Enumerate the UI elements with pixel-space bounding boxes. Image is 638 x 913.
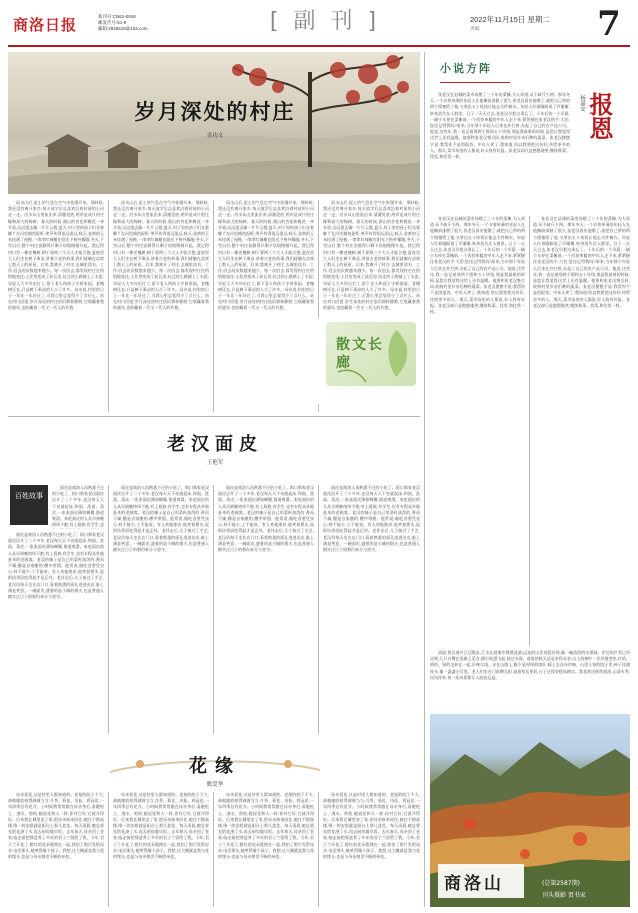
date-line: 2022年11月15日 星期二 — [470, 15, 550, 24]
article-title: 岁月深处的村庄 — [134, 100, 296, 124]
photo-credit: 刊头摄影 贾书家 — [542, 892, 586, 899]
masthead-info — [98, 14, 188, 32]
article-author: 王艳军 — [206, 460, 224, 466]
editor-line: 责编: — [470, 26, 481, 31]
column-divider — [213, 200, 214, 412]
article-body: 雨水山后,泥土的气息在空气中弥漫开来。那时候,我还没有离开家乡,每天放学后总喜欢沿着村前的小河走一走。河水从山里流出来,清澈见底,两岸是成片的庄稼和高大的杨树。春天的时候,满山的杏花和桃花一齐开放,远远望去像一片片云霞;夏天,村子里的孩子们光着脚丫在河里摸鱼捉虾,笑声传得很远很远;秋天,金黄的玉米挂满了屋檐,一串串红辣椒在阳光下格外耀眼;冬天,下雪以后,整个村庄安静得只剩下炊烟慢慢升起。我记得村口有一棵老槐树,树干要两三个大人才能合抱,夏夜里大人们坐在树下乘凉,讲着古老的故事,我们就躺在凉席上数天上的星星。后来,我离开了村庄,去城里读书、工作,回去的次数越来越少。每一次回去,都发现村庄在悄悄地变化:土坯房变成了砖瓦房,坑洼的土路铺上了水泥,年轻人大多外出打工,留下老人和孩子守着家园。老槐树还在,只是树下乘凉的人少了许多。母亲说,村里的日子一年比一年好过了,可我心里总觉得少了点什么。站在村口回望,岁月深处的村庄依旧那样静默,它收藏着我的童年,也收藏着一代又一代人的乡愁。 — [8, 200, 104, 311]
column-divider — [318, 485, 319, 734]
issue-number: (总第2587期) — [542, 880, 580, 887]
page-number: 7 — [597, 4, 621, 44]
prose-label-text: 散文长廊 — [336, 337, 384, 371]
column-badge: 百姓故事 — [10, 485, 48, 525]
article-body: 面皮是商洛人再熟悉不过的小吃了。街口那家老汉面皮店开了二十多年,老汉每天天不亮就起床,和面、洗面、蒸皮,一张张面皮薄如蝉翼,筋道爽滑。来吃面皮的人从早到晚络绎不绝,有上班族,有学生,也有专程从外地赶来的老顾客。老汉的辣子是自己用菜籽油泼的,香而不燥;醋是自家酿的,酸中带甜。他常说,做吃食要凭良心,料不能少,工不能省。有人劝他涨价,他笑着摇头,说街坊邻居吃得起才是正经。老伴走后,儿子接过了手艺,老汉仍每天坐在店门口,看着熟悉的面孔进进出出,脸上满是笑意。一碗面皮,盛着的是小城的烟火,也是普通人踏实过日子的那份本分与坚守。 — [8, 532, 104, 600]
page-divider — [424, 52, 425, 907]
article-body: 母亲爱花,这是村里人都知道的。老屋的院子不大,却被她收拾得满满当当,月季、菊花、凤仙、鸡冠花,一年四季总有花开。小时候我常常跟在母亲身后,看她松土、浇水、剪枝,她说花和人一样,你对它好,它就开得好。后来我在城里安了家,把母亲接来同住,她住不惯高楼,唯一的安慰就是阳台上那几盆花。每天清晨,她总要先给花浇了水,再去厨房做早饭。去年春天,母亲回了老家,临走前把那盆养了多年的君子兰留给了我。今年,君子兰开花了,橙红的花朵簇拥在一起,我拍了照片发给母亲,电话那头,她笑得像个孩子。我想,这大概就是我与花的缘分,也是与母亲割舍不断的牵挂。 — [218, 792, 314, 860]
landscape-photo — [430, 714, 630, 907]
column-divider — [529, 216, 530, 646]
prose-label — [326, 322, 416, 386]
article-body: 雨水山后,泥土的气息在空气中弥漫开来。那时候,我还没有离开家乡,每天放学后总喜欢沿着村前的小河走一走。河水从山里流出来,清澈见底,两岸是成片的庄稼和高大的杨树。春天的时候,满山的杏花和桃花一齐开放,远远望去像一片片云霞;夏天,村子里的孩子们光着脚丫在河里摸鱼捉虾,笑声传得很远很远;秋天,金黄的玉米挂满了屋檐,一串串红辣椒在阳光下格外耀眼;冬天,下雪以后,整个村庄安静得只剩下炊烟慢慢升起。我记得村口有一棵老槐树,树干要两三个大人才能合抱,夏夜里大人们坐在树下乘凉,讲着古老的故事,我们就躺在凉席上数天上的星星。后来,我离开了村庄,去城里读书、工作,回去的次数越来越少。每一次回去,都发现村庄在悄悄地变化:土坯房变成了砖瓦房,坑洼的土路铺上了水泥,年轻人大多外出打工,留下老人和孩子守着家园。老槐树还在,只是树下乘凉的人少了许多。母亲说,村里的日子一年比一年好过了,可我心里总觉得少了点什么。站在村口回望,岁月深处的村庄依旧那样静默,它收藏着我的童年,也收藏着一代又一代人的乡愁。 — [113, 200, 209, 311]
column-divider — [213, 485, 214, 734]
section-divider — [8, 416, 420, 417]
photo-caption-title: 商洛山 — [444, 874, 504, 894]
article-author: 默爱华 — [206, 782, 224, 788]
column-divider — [108, 485, 109, 734]
article-body: 张老汉在县城的菜市场摆了三十年的菜摊,为人厚道,从不缺斤少两。那年冬天,一个衣着单薄的年轻人在他摊前徘徊了很久,张老汉看出他饿了,就把自己带的两个馍塞给了他,又拿出五十块钱让他去买件棉衣。年轻人红着眼眶说了声谢谢,转身消失在人群里。日子一天天过去,张老汉早把这事忘了。十年后的一个早晨,一辆小车停在菜摊前,一个西装革履的中年人走下来,紧紧握住张老汉的手:大伯,您还记得我吗?原来,当年那个年轻人后来在外打拼,办起了自己的农产品公司。他说,这些年,我一直记着那两个馍和五十块钱,那是我最难的时候,是您让我觉得这世上还有温暖。他要和张老汉签合同,收购村里乡亲们种的蔬菜。张老汉摆摆手说:我帮你不是图报答。中年人笑了:我知道,所以我要把这份好,传给更多的人。那天,菜市场里的人都说,好人终有好报。张老汉却只是憨憨地笑,继续称菜、找零,和往常一样。 — [430, 216, 525, 315]
article-body: 雨水山后,泥土的气息在空气中弥漫开来。那时候,我还没有离开家乡,每天放学后总喜欢沿着村前的小河走一走。河水从山里流出来,清澈见底,两岸是成片的庄稼和高大的杨树。春天的时候,满山的杏花和桃花一齐开放,远远望去像一片片云霞;夏天,村子里的孩子们光着脚丫在河里摸鱼捉虾,笑声传得很远很远;秋天,金黄的玉米挂满了屋檐,一串串红辣椒在阳光下格外耀眼;冬天,下雪以后,整个村庄安静得只剩下炊烟慢慢升起。我记得村口有一棵老槐树,树干要两三个大人才能合抱,夏夜里大人们坐在树下乘凉,讲着古老的故事,我们就躺在凉席上数天上的星星。后来,我离开了村庄,去城里读书、工作,回去的次数越来越少。每一次回去,都发现村庄在悄悄地变化:土坯房变成了砖瓦房,坑洼的土路铺上了水泥,年轻人大多外出打工,留下老人和孩子守着家园。老槐树还在,只是树下乘凉的人少了许多。母亲说,村里的日子一年比一年好过了,可我心里总觉得少了点什么。站在村口回望,岁月深处的村庄依旧那样静默,它收藏着我的童年,也收藏着一代又一代人的乡愁。 — [323, 200, 420, 311]
article-body: 母亲爱花,这是村里人都知道的。老屋的院子不大,却被她收拾得满满当当,月季、菊花、凤仙、鸡冠花,一年四季总有花开。小时候我常常跟在母亲身后,看她松土、浇水、剪枝,她说花和人一样,你对它好,它就开得好。后来我在城里安了家,把母亲接来同住,她住不惯高楼,唯一的安慰就是阳台上那几盆花。每天清晨,她总要先给花浇了水,再去厨房做早饭。去年春天,母亲回了老家,临走前把那盆养了多年的君子兰留给了我。今年,君子兰开花了,橙红的花朵簇拥在一起,我拍了照片发给母亲,电话那头,她笑得像个孩子。我想,这大概就是我与花的缘分,也是与母亲割舍不断的牵挂。 — [113, 792, 209, 860]
article-body: 清晨,我沿着丹江边散步,江水在晨雾中缓缓流淌,远处的山峦若隐若现,像一幅淡淡的水墨画。岸边的芦苇已经泛黄,几只白鹭在浅滩上觅食,偶尔展翅飞起,掠过水面。商洛的秋天总是来得从容,山上的树叶一层层地变色,红的、黄的、绿的交织在一起,层林尽染。走在山路上,脚下是厚厚的落叶,踩上去沙沙作响。山里人家的院子里,柿子挂满枝头,像一盏盏小灯笼。老人们坐在门前晒太阳,说着家长里短,日子过得安稳而踏实。我喜欢这样的商洛,山清水秀,民风淳朴,每一处风景都让人流连忘返。 — [430, 650, 630, 680]
article-body: 张老汉在县城的菜市场摆了三十年的菜摊,为人厚道,从不缺斤少两。那年冬天,一个衣着单薄的年轻人在他摊前徘徊了很久,张老汉看出他饿了,就把自己带的两个馍塞给了他,又拿出五十块钱让他去买件棉衣。年轻人红着眼眶说了声谢谢,转身消失在人群里。日子一天天过去,张老汉早把这事忘了。十年后的一个早晨,一辆小车停在菜摊前,一个西装革履的中年人走下来,紧紧握住张老汉的手:大伯,您还记得我吗?原来,当年那个年轻人后来在外打拼,办起了自己的农产品公司。他说,这些年,我一直记着那两个馍和五十块钱,那是我最难的时候,是您让我觉得这世上还有温暖。他要和张老汉签合同,收购村里乡亲们种的蔬菜。张老汉摆摆手说:我帮你不是图报答。中年人笑了:我知道,所以我要把这份好,传给更多的人。那天,菜市场里的人都说,好人终有好报。张老汉却只是憨憨地笑,继续称菜、找零,和往常一样。 — [533, 216, 630, 308]
masthead — [0, 0, 638, 48]
article-title: 报恩 — [585, 92, 613, 140]
article-body: 面皮是商洛人再熟悉不过的小吃了。街口那家老汉面皮店开了二十多年,老汉每天天不亮就起床,和面、洗面、蒸皮,一张张面皮薄如蝉翼,筋道爽滑。来吃面皮的人从早到晚络绎不绝,有上班族,有学生,也有专程从外地赶来的老顾客。老汉的辣子是自己用菜籽油泼的,香而不燥;醋是自家酿的,酸中带甜。他常说,做吃食要凭良心,料不能少,工不能省。有人劝他涨价,他笑着摇头,说街坊邻居吃得起才是正经。老伴走后,儿子接过了手艺,老汉仍每天坐在店门口,看着熟悉的面孔进进出出,脸上满是笑意。一碗面皮,盛着的是小城的烟火,也是普通人踏实过日子的那份本分与坚守。 — [218, 485, 314, 553]
column-divider — [108, 792, 109, 907]
column-label-text: 小说方阵 — [440, 62, 492, 75]
column-label — [440, 58, 510, 83]
photo-caption-box — [438, 864, 524, 898]
article-body: 面皮是商洛人再熟悉不过的小吃了。街口那家老汉面皮店开了二十多年,老汉每天天不亮就起床,和面、洗面、蒸皮,一张张面皮薄如蝉翼,筋道爽滑。来吃面皮的人从早到晚络绎不绝,有上班族,有学生,也有专程从外地赶来的老顾客。老汉的辣子是自己用菜籽油泼的,香而不燥;醋是自家酿的,酸中带甜。他常说,做吃食要凭良心,料不能少,工不能省。有人劝他涨价,他笑着摇头,说街坊邻居吃得起才是正经。老伴走后,儿子接过了手艺,老汉仍每天坐在店门口,看着熟悉的面孔进进出出,脸上满是笑意。一碗面皮,盛着的是小城的烟火,也是普通人踏实过日子的那份本分与坚守。 — [323, 485, 420, 553]
article-author: 金功文 — [206, 133, 224, 139]
column-divider — [108, 200, 109, 412]
masthead-rule — [8, 45, 630, 47]
article-body: 面皮是商洛人再熟悉不过的小吃了。街口那家老汉面皮店开了二十多年,老汉每天天不亮就起床,和面、洗面、蒸皮,一张张面皮薄如蝉翼,筋道爽滑。来吃面皮的人从早到晚络绎不绝,有上班族,有学生,也有专程从外地赶来的老顾客。老汉的辣子是自己用菜籽油泼的,香而不燥;醋是自家酿的,酸中带甜。他常说,做吃食要凭良心,料不能少,工不能省。有人劝他涨价,他笑着摇头,说街坊邻居吃得起才是正经。老伴走后,儿子接过了手艺,老汉仍每天坐在店门口,看着熟悉的面孔进进出出,脸上满是笑意。一碗面皮,盛着的是小城的烟火,也是普通人踏实过日子的那份本分与坚守。 — [113, 485, 209, 553]
article-body: 母亲爱花,这是村里人都知道的。老屋的院子不大,却被她收拾得满满当当,月季、菊花、凤仙、鸡冠花,一年四季总有花开。小时候我常常跟在母亲身后,看她松土、浇水、剪枝,她说花和人一样,你对它好,它就开得好。后来我在城里安了家,把母亲接来同住,她住不惯高楼,唯一的安慰就是阳台上那几盆花。每天清晨,她总要先给花浇了水,再去厨房做早饭。去年春天,母亲回了老家,临走前把那盆养了多年的君子兰留给了我。今年,君子兰开花了,橙红的花朵簇拥在一起,我拍了照片发给母亲,电话那头,她笑得像个孩子。我想,这大概就是我与花的缘分,也是与母亲割舍不断的牵挂。 — [8, 792, 104, 860]
masthead-info-line: 邮箱:2845510@163.com — [98, 26, 148, 31]
article-title: 花缘 — [189, 756, 241, 777]
column-divider — [318, 792, 319, 907]
masthead-info-line: 新刊号:CN61-0048 — [98, 14, 136, 19]
article-body: 母亲爱花,这是村里人都知道的。老屋的院子不大,却被她收拾得满满当当,月季、菊花、凤仙、鸡冠花,一年四季总有花开。小时候我常常跟在母亲身后,看她松土、浇水、剪枝,她说花和人一样,你对它好,它就开得好。后来我在城里安了家,把母亲接来同住,她住不惯高楼,唯一的安慰就是阳台上那几盆花。每天清晨,她总要先给花浇了水,再去厨房做早饭。去年春天,母亲回了老家,临走前把那盆养了多年的君子兰留给了我。今年,君子兰开花了,橙红的花朵簇拥在一起,我拍了照片发给母亲,电话那头,她笑得像个孩子。我想,这大概就是我与花的缘分,也是与母亲割舍不断的牵挂。 — [323, 792, 420, 860]
article-title: 老汉面皮 — [167, 434, 263, 455]
masthead-info-line: 邮发代号:51-9 — [98, 20, 127, 25]
article-body: 张老汉在县城的菜市场摆了三十年的菜摊,为人厚道,从不缺斤少两。那年冬天,一个衣着单薄的年轻人在他摊前徘徊了很久,张老汉看出他饿了,就把自己带的两个馍塞给了他,又拿出五十块钱让他去买件棉衣。年轻人红着眼眶说了声谢谢,转身消失在人群里。日子一天天过去,张老汉早把这事忘了。十年后的一个早晨,一辆小车停在菜摊前,一个西装革履的中年人走下来,紧紧握住张老汉的手:大伯,您还记得我吗?原来,当年那个年轻人后来在外打拼,办起了自己的农产品公司。他说,这些年,我一直记着那两个馍和五十块钱,那是我最难的时候,是您让我觉得这世上还有温暖。他要和张老汉签合同,收购村里乡亲们种的蔬菜。张老汉摆摆手说:我帮你不是图报答。中年人笑了:我知道,所以我要把这份好,传给更多的人。那天,菜市场里的人都说,好人终有好报。张老汉却只是憨憨地笑,继续称菜、找零,和往常一样。 — [430, 92, 570, 160]
section-title: [ 副 刊 ] — [269, 9, 381, 34]
prose-inset — [318, 318, 423, 404]
article-author: 杨嘉安 — [579, 95, 585, 112]
column-divider — [213, 792, 214, 907]
paper-logo: 商洛日报 — [13, 16, 78, 34]
article-body: 雨水山后,泥土的气息在空气中弥漫开来。那时候,我还没有离开家乡,每天放学后总喜欢沿着村前的小河走一走。河水从山里流出来,清澈见底,两岸是成片的庄稼和高大的杨树。春天的时候,满山的杏花和桃花一齐开放,远远望去像一片片云霞;夏天,村子里的孩子们光着脚丫在河里摸鱼捉虾,笑声传得很远很远;秋天,金黄的玉米挂满了屋檐,一串串红辣椒在阳光下格外耀眼;冬天,下雪以后,整个村庄安静得只剩下炊烟慢慢升起。我记得村口有一棵老槐树,树干要两三个大人才能合抱,夏夜里大人们坐在树下乘凉,讲着古老的故事,我们就躺在凉席上数天上的星星。后来,我离开了村庄,去城里读书、工作,回去的次数越来越少。每一次回去,都发现村庄在悄悄地变化:土坯房变成了砖瓦房,坑洼的土路铺上了水泥,年轻人大多外出打工,留下老人和孩子守着家园。老槐树还在,只是树下乘凉的人少了许多。母亲说,村里的日子一年比一年好过了,可我心里总觉得少了点什么。站在村口回望,岁月深处的村庄依旧那样静默,它收藏着我的童年,也收藏着一代又一代人的乡愁。 — [218, 200, 314, 311]
article-body: 面皮是商洛人再熟悉不过的小吃了。街口那家老汉面皮店开了二十多年,老汉每天天不亮就起床,和面、洗面、蒸皮,一张张面皮薄如蝉翼,筋道爽滑。来吃面皮的人从早到晚络绎不绝,有上班族,有学生,也 — [52, 485, 104, 528]
